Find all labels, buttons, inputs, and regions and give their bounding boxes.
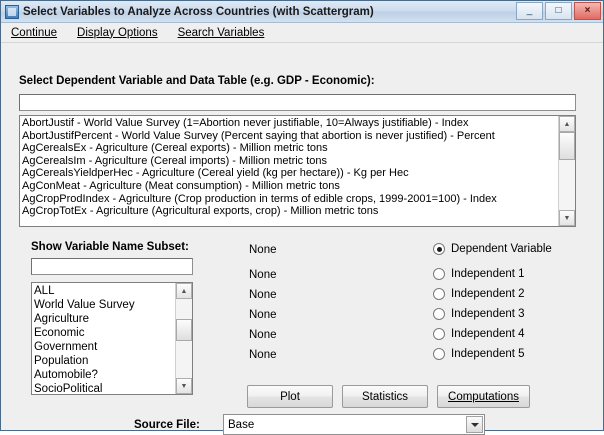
source-file-value: Base: [228, 418, 255, 431]
menu-search-variables-label: Search Variables: [177, 26, 265, 39]
scroll-up-icon[interactable]: ▲: [559, 116, 575, 132]
radio-label: Independent 4: [451, 328, 525, 340]
subset-listbox[interactable]: [31, 282, 193, 395]
radio-icon[interactable]: [433, 308, 445, 320]
radio-label: Independent 5: [451, 348, 525, 360]
list-item[interactable]: Economic: [34, 327, 85, 339]
menu-bar: [1, 23, 603, 43]
list-item[interactable]: AgCerealsIm - Agriculture (Cereal imports) - Million metric tons: [22, 154, 328, 167]
dependent-section-label: Select Dependent Variable and Data Table (e.g. GDP - Economic):: [19, 75, 375, 87]
slot-value-independent-2: None: [249, 289, 277, 301]
list-item[interactable]: AgCropProdIndex - Agriculture (Crop production in terms of edible crops, 1999-2001=100) - Index: [22, 192, 497, 205]
subset-list-items: [32, 283, 175, 394]
radio-icon[interactable]: [433, 243, 445, 255]
menu-continue[interactable]: [9, 26, 59, 40]
radio-label: Independent 2: [451, 288, 525, 300]
radio-label: Independent 1: [451, 268, 525, 280]
list-item[interactable]: SocioPolitical: [34, 383, 103, 394]
source-file-combobox[interactable]: [223, 414, 485, 435]
slot-value-independent-4: None: [249, 329, 277, 341]
radio-independent-5[interactable]: [433, 348, 525, 360]
scroll-down-icon[interactable]: ▼: [559, 210, 575, 226]
list-item[interactable]: Government: [34, 341, 98, 353]
scroll-track[interactable]: [559, 132, 575, 210]
minimize-button[interactable]: _: [516, 2, 543, 20]
arrow-glyph: [471, 423, 479, 427]
list-item[interactable]: AbortJustifPercent - World Value Survey (Percent saying that abortion is never justified) - Percent: [22, 129, 495, 142]
computations-button-label: Computations: [448, 390, 519, 403]
radio-label: Dependent Variable: [451, 243, 552, 255]
plot-button[interactable]: Plot: [247, 385, 333, 408]
list-item[interactable]: AgCerealsYieldperHec - Agriculture (Cereal yield (kg per hectare)) - Kg per Hec: [22, 167, 409, 180]
radio-icon[interactable]: [433, 288, 445, 300]
close-button[interactable]: ×: [574, 2, 601, 20]
radio-dependent-variable[interactable]: [433, 243, 552, 255]
radio-independent-1[interactable]: [433, 268, 525, 280]
chevron-down-icon[interactable]: [466, 416, 483, 433]
window-controls: [516, 2, 601, 20]
slot-value-dependent: None: [249, 244, 277, 256]
subset-filter-input[interactable]: [31, 258, 193, 275]
menu-display-options-label: Display Options: [77, 26, 158, 39]
scroll-up-icon[interactable]: ▲: [176, 283, 192, 299]
subset-label: Show Variable Name Subset:: [31, 241, 189, 253]
scroll-thumb[interactable]: [176, 319, 192, 341]
variable-filter-input[interactable]: [19, 94, 576, 111]
list-item[interactable]: ALL: [34, 285, 55, 297]
source-file-label: Source File:: [134, 419, 200, 431]
menu-search-variables[interactable]: [176, 26, 267, 40]
radio-label: Independent 3: [451, 308, 525, 320]
list-item[interactable]: Population: [34, 355, 89, 367]
scroll-thumb[interactable]: [559, 132, 575, 160]
variable-list-scrollbar[interactable]: [558, 116, 575, 226]
radio-icon[interactable]: [433, 348, 445, 360]
slot-value-independent-3: None: [249, 309, 277, 321]
app-icon: [5, 5, 19, 19]
variable-listbox[interactable]: [19, 115, 576, 227]
maximize-button[interactable]: □: [545, 2, 572, 20]
list-item[interactable]: AgCropTotEx - Agriculture (Agricultural exports, crop) - Million metric tons: [22, 205, 379, 218]
list-item[interactable]: Automobile?: [34, 369, 98, 381]
slot-value-independent-5: None: [249, 349, 277, 361]
radio-icon[interactable]: [433, 328, 445, 340]
menu-continue-label: Continue: [11, 26, 58, 39]
radio-independent-4[interactable]: [433, 328, 525, 340]
window-title: Select Variables to Analyze Across Countries (with Scattergram): [23, 5, 374, 18]
list-item[interactable]: AgConMeat - Agriculture (Meat consumption) - Million metric tons: [22, 179, 340, 192]
scroll-down-icon[interactable]: ▼: [176, 378, 192, 394]
statistics-button[interactable]: Statistics: [342, 385, 428, 408]
slot-value-independent-1: None: [249, 269, 277, 281]
radio-icon[interactable]: [433, 268, 445, 280]
variable-list-items: [20, 116, 558, 226]
subset-list-scrollbar[interactable]: [175, 283, 192, 394]
computations-button[interactable]: [437, 385, 530, 408]
list-item[interactable]: World Value Survey: [34, 299, 135, 311]
scroll-track[interactable]: [176, 299, 192, 378]
radio-independent-2[interactable]: [433, 288, 525, 300]
menu-display-options[interactable]: [75, 26, 160, 40]
list-item[interactable]: AgCerealsEx - Agriculture (Cereal exports) - Million metric tons: [22, 142, 328, 155]
client-area: [1, 43, 603, 430]
radio-independent-3[interactable]: [433, 308, 525, 320]
list-item[interactable]: Agriculture: [34, 313, 89, 325]
list-item[interactable]: AbortJustif - World Value Survey (1=Abortion never justifiable, 10=Always justifiable) - Index: [22, 117, 469, 129]
title-bar: [1, 1, 603, 23]
